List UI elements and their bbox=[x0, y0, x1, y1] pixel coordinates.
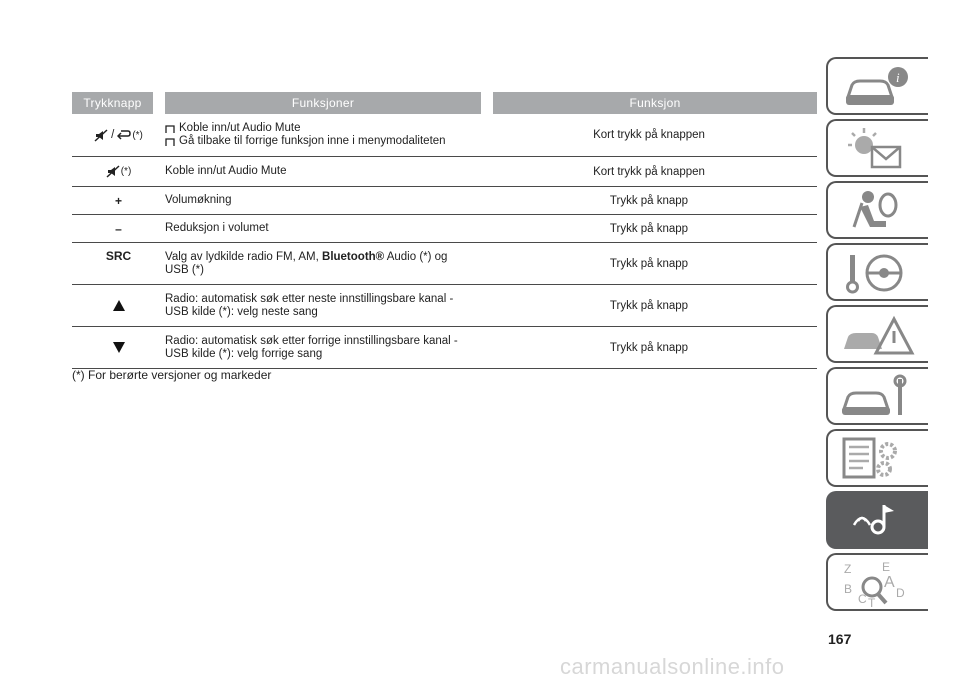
function-text: Audio (*) og bbox=[384, 250, 448, 263]
svg-text:B: B bbox=[844, 582, 853, 596]
warning-lights-icon bbox=[838, 125, 918, 173]
seat-airbag-icon bbox=[838, 187, 918, 235]
functions-cell bbox=[165, 285, 481, 326]
tab-emergency[interactable] bbox=[826, 305, 928, 363]
volume-down-symbol: – bbox=[115, 221, 122, 236]
table-header bbox=[72, 92, 817, 114]
press-type-cell: Kort trykk på knappen bbox=[593, 165, 705, 178]
triangle-down-icon bbox=[113, 342, 125, 353]
tab-maintenance[interactable] bbox=[826, 367, 928, 425]
maintenance-icon bbox=[838, 373, 918, 421]
volume-up-symbol: + bbox=[114, 193, 122, 208]
footnote: (*) For berørte versjoner og markeder bbox=[72, 368, 272, 382]
page-number: 167 bbox=[828, 631, 852, 647]
functions-cell bbox=[165, 243, 481, 284]
table-row bbox=[72, 157, 817, 187]
mute-icon bbox=[94, 129, 108, 142]
function-text: Gå tilbake til forrige funksjon inne i menymodaliteten bbox=[179, 135, 446, 147]
long-press-bracket-icon bbox=[165, 138, 175, 146]
car-info-icon bbox=[838, 63, 918, 111]
table-row bbox=[72, 285, 817, 327]
svg-text:E: E bbox=[882, 560, 891, 574]
function-text: Volumøkning bbox=[165, 194, 232, 206]
short-press-bracket-icon bbox=[165, 125, 175, 133]
back-arrow-icon bbox=[117, 129, 131, 141]
source-symbol: SRC bbox=[105, 249, 132, 263]
svg-text:T: T bbox=[868, 596, 876, 607]
function-text: USB kilde (*): velg forrige sang bbox=[165, 347, 323, 360]
press-type-cell: Kort trykk på knappen bbox=[593, 129, 705, 141]
tab-technical-data[interactable] bbox=[826, 429, 928, 487]
tab-multimedia[interactable] bbox=[826, 491, 928, 549]
table-row bbox=[72, 327, 817, 369]
header-button: Trykknapp bbox=[72, 92, 153, 114]
version-note: (*) bbox=[132, 129, 143, 141]
svg-text:D: D bbox=[896, 586, 905, 600]
emergency-icon bbox=[838, 311, 918, 359]
svg-text:i: i bbox=[896, 70, 900, 85]
watermark: carmanualsonline.info bbox=[560, 654, 785, 679]
press-type-cell: Trykk på knapp bbox=[609, 257, 689, 270]
chapter-sidebar bbox=[826, 57, 928, 615]
function-text: Valg av lydkilde radio FM, AM, bbox=[165, 250, 323, 263]
button-cell bbox=[72, 327, 165, 368]
function-text: Radio: automatisk søk etter neste innstillingsbare kanal - bbox=[165, 292, 454, 305]
functions-cell bbox=[165, 215, 481, 242]
button-cell bbox=[72, 157, 165, 186]
function-text: USB (*) bbox=[165, 263, 204, 276]
separator: / bbox=[111, 129, 115, 141]
header-functions: Funksjoner bbox=[165, 92, 481, 114]
functions-cell bbox=[165, 157, 481, 186]
table-row bbox=[72, 187, 817, 215]
functions-cell bbox=[165, 114, 481, 156]
function-text: Radio: automatisk søk etter forrige innstillingsbare kanal - bbox=[165, 334, 458, 347]
tab-index[interactable] bbox=[826, 553, 928, 611]
svg-text:A: A bbox=[884, 574, 895, 591]
function-text: Reduksjon i volumet bbox=[165, 222, 269, 234]
bluetooth-label: Bluetooth® bbox=[322, 250, 385, 263]
mute-icon bbox=[106, 165, 120, 178]
press-type-cell: Trykk på knapp bbox=[609, 299, 689, 312]
functions-cell bbox=[165, 187, 481, 214]
press-type-cell: Trykk på knapp bbox=[609, 194, 689, 207]
header-function: Funksjon bbox=[493, 92, 817, 114]
tab-safety[interactable] bbox=[826, 181, 928, 239]
triangle-up-icon bbox=[113, 300, 125, 311]
table-row bbox=[72, 215, 817, 243]
version-note: (*) bbox=[120, 166, 132, 177]
svg-text:Z: Z bbox=[844, 562, 852, 576]
multimedia-icon bbox=[838, 497, 918, 545]
function-text: USB kilde (*): velg neste sang bbox=[165, 305, 318, 318]
button-cell bbox=[72, 114, 165, 156]
table-row bbox=[72, 114, 817, 157]
tab-car-info[interactable] bbox=[826, 57, 928, 115]
function-text: Koble inn/ut Audio Mute bbox=[179, 122, 301, 134]
index-icon bbox=[838, 559, 918, 607]
specs-icon bbox=[838, 435, 918, 483]
table-row bbox=[72, 243, 817, 285]
functions-cell bbox=[165, 327, 481, 368]
controls-table bbox=[72, 92, 817, 369]
svg-text:C: C bbox=[858, 592, 867, 606]
tab-starting-driving[interactable] bbox=[826, 243, 928, 301]
steering-key-icon bbox=[838, 249, 918, 297]
press-type-cell: Trykk på knapp bbox=[609, 341, 689, 354]
tab-warning-lights[interactable] bbox=[826, 119, 928, 177]
press-type-cell: Trykk på knapp bbox=[609, 222, 689, 235]
function-text: Koble inn/ut Audio Mute bbox=[165, 165, 287, 177]
button-cell bbox=[72, 285, 165, 326]
